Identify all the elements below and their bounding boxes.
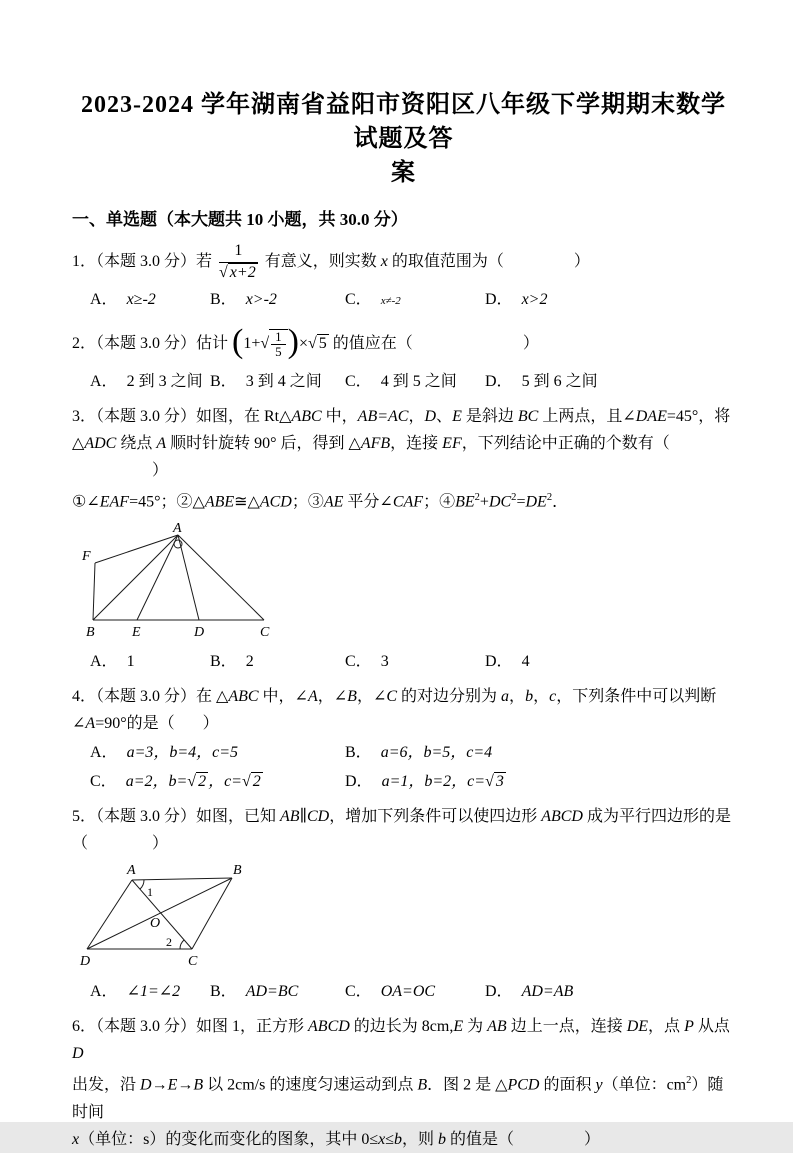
q6-text: 6．（本题 3.0 分）如图 1，正方形 bbox=[72, 1018, 309, 1036]
q1-text-pre: 1．（本题 3.0 分）若 bbox=[72, 253, 213, 270]
q4-text: ， bbox=[533, 688, 550, 706]
close-paren: ) bbox=[287, 323, 299, 360]
q1-var-x: x bbox=[380, 253, 388, 270]
fraction bbox=[219, 242, 258, 282]
option-text: a=2，b= bbox=[125, 773, 188, 791]
q4-var: c bbox=[549, 688, 557, 706]
q3-var: BC bbox=[517, 408, 539, 425]
q4-var: A bbox=[85, 715, 96, 733]
q3-text: + bbox=[479, 493, 489, 511]
option-text: 2 bbox=[245, 653, 254, 671]
q4-text: 4．（本题 3.0 分）在 △ bbox=[72, 688, 229, 706]
question-3-line-2 bbox=[72, 430, 735, 484]
radicand: 2 bbox=[198, 773, 207, 791]
q6-text: 边上一点，连接 bbox=[506, 1018, 627, 1036]
q6-var: DE bbox=[626, 1018, 649, 1036]
q4-option-a bbox=[90, 739, 345, 766]
question-4-line-2 bbox=[72, 710, 735, 737]
q5-option-b bbox=[210, 979, 345, 1005]
q1-option-d bbox=[485, 287, 735, 314]
option-text: a=1，b=2，c= bbox=[381, 773, 486, 791]
q2-option-b bbox=[210, 369, 345, 395]
q3-text: ≅△ bbox=[234, 493, 260, 511]
radicand: 3 bbox=[495, 773, 504, 791]
superscript: 2 bbox=[474, 492, 480, 503]
question-6-line-3 bbox=[72, 1126, 735, 1153]
q3-var: ABE bbox=[204, 493, 235, 511]
q3-text: 是斜边 bbox=[461, 408, 518, 425]
option-label: D． bbox=[345, 773, 373, 791]
q1-option-c bbox=[345, 287, 485, 314]
radical-sign: √ bbox=[308, 335, 317, 352]
small-fraction-numerator: 1 bbox=[271, 330, 286, 345]
open-paren: ( bbox=[232, 323, 244, 360]
parallelogram-figure-svg bbox=[72, 863, 307, 971]
q3-text: 、 bbox=[436, 408, 453, 425]
q6-text: （单位：cm bbox=[602, 1076, 687, 1094]
q6-var: x bbox=[378, 1130, 386, 1148]
q3-var: DAE bbox=[635, 408, 667, 425]
vertex-label-A: A bbox=[173, 521, 182, 537]
question-3 bbox=[72, 403, 735, 675]
radicand: 5 bbox=[318, 335, 327, 352]
q3-var: ACD bbox=[259, 493, 292, 511]
q6-var: E bbox=[453, 1018, 464, 1036]
q6-text: 的边长为 8cm, bbox=[349, 1018, 454, 1036]
segment-FA bbox=[95, 535, 178, 563]
vertex-label-F: F bbox=[82, 549, 91, 565]
option-text: 4 到 5 之间 bbox=[380, 373, 457, 390]
question-3-line-1 bbox=[72, 403, 735, 430]
q6-text: ≤ bbox=[385, 1130, 395, 1148]
diagonal-BD bbox=[87, 878, 232, 949]
q6-var: b bbox=[438, 1130, 447, 1148]
q6-text: 以 2cm/s 的速度匀速运动到点 bbox=[203, 1076, 418, 1094]
radical-sign: √ bbox=[260, 335, 270, 352]
q3-option-d bbox=[485, 649, 735, 675]
q3-var: CAF bbox=[392, 493, 424, 511]
angle-mark-1 bbox=[140, 880, 144, 889]
vertex-label-D: D bbox=[194, 625, 205, 641]
angle-label-2: 2 bbox=[166, 935, 172, 950]
triangle-figure bbox=[72, 521, 735, 646]
question-5 bbox=[72, 803, 735, 1005]
segment-AD bbox=[178, 535, 199, 620]
segment-AE bbox=[137, 535, 178, 620]
q3-var: A bbox=[156, 435, 167, 452]
q2-option-c bbox=[345, 369, 485, 395]
q4-var: ABC bbox=[228, 688, 259, 706]
q4-var: b bbox=[525, 688, 534, 706]
q6-var: y bbox=[595, 1076, 603, 1094]
option-label: B． bbox=[210, 653, 237, 671]
q6-text: ．图 2 是 △ bbox=[427, 1076, 508, 1094]
q2-one-plus: 1+ bbox=[243, 335, 261, 352]
option-label: D． bbox=[485, 983, 513, 1001]
question-4-line-1 bbox=[72, 683, 735, 710]
q6-text: 的值是（ bbox=[446, 1130, 515, 1148]
vertex-label-D: D bbox=[80, 954, 91, 970]
q6-var: b bbox=[394, 1130, 403, 1148]
q6-paren-close: ） bbox=[584, 1130, 601, 1148]
diagonal-AC bbox=[132, 880, 192, 949]
triangle-figure-svg bbox=[72, 521, 277, 641]
angle-label-1: 1 bbox=[147, 885, 153, 900]
q5-var: AB bbox=[280, 808, 300, 826]
radical-sign: √ bbox=[241, 773, 251, 791]
option-text: 3 到 4 之间 bbox=[245, 373, 322, 390]
small-fraction-denominator: 5 bbox=[275, 344, 282, 360]
q4-options-row-1 bbox=[72, 739, 735, 766]
q4-options-row-2 bbox=[72, 768, 735, 795]
question-6 bbox=[72, 1013, 735, 1152]
q3-option-c bbox=[345, 649, 485, 675]
option-text: 2 到 3 之间 bbox=[126, 373, 203, 390]
parallelogram-figure bbox=[72, 863, 735, 976]
q3-text: ，下列结论中正确的个数有（ bbox=[461, 435, 670, 452]
q6-var: P bbox=[684, 1018, 694, 1036]
q4-text: 的对边分别为 bbox=[397, 688, 502, 706]
q2-text-post: 的值应在（ bbox=[332, 335, 413, 352]
segment-AB bbox=[93, 535, 178, 620]
option-label: C． bbox=[345, 291, 372, 308]
fraction-numerator: 1 bbox=[219, 242, 258, 262]
q3-text: 绕点 bbox=[116, 435, 157, 452]
q6-text: （单位：s）的变化而变化的图象，其中 0≤ bbox=[79, 1130, 379, 1148]
option-text: 1 bbox=[126, 653, 135, 671]
radical-sign: √ bbox=[485, 773, 494, 791]
q3-text: ①∠ bbox=[72, 493, 100, 511]
option-label: A． bbox=[90, 653, 118, 671]
option-text: 5 到 6 之间 bbox=[521, 373, 598, 390]
question-6-line-2 bbox=[72, 1067, 735, 1125]
question-3-line-3 bbox=[72, 484, 735, 515]
q5-paren-close: ） bbox=[152, 835, 169, 853]
title-line-1: 2023-2024 学年湖南省益阳市资阳区八年级下学期期末数学试题及答 bbox=[81, 92, 726, 152]
option-label: A． bbox=[90, 744, 118, 762]
question-6-line-1 bbox=[72, 1013, 735, 1067]
q3-text: 平分∠ bbox=[343, 493, 393, 511]
q3-option-b bbox=[210, 649, 345, 675]
q6-var: B bbox=[417, 1076, 428, 1094]
q1-option-a bbox=[90, 287, 210, 314]
q3-text: 上两点，且∠ bbox=[538, 408, 636, 425]
q3-text: ． bbox=[552, 493, 569, 511]
option-text: x>2 bbox=[521, 291, 548, 308]
segment-AB bbox=[132, 878, 232, 880]
q2-option-d bbox=[485, 369, 735, 395]
option-text: 3 bbox=[380, 653, 389, 671]
q3-var: AB=AC bbox=[357, 408, 409, 425]
q6-var: AB bbox=[487, 1018, 507, 1036]
option-label: C． bbox=[345, 373, 372, 390]
q6-text: ，则 bbox=[402, 1130, 439, 1148]
option-label: C． bbox=[345, 653, 372, 671]
vertex-label-C: C bbox=[188, 954, 198, 970]
question-1-stem bbox=[72, 240, 735, 284]
q6-var: D→E→B bbox=[140, 1076, 204, 1094]
q6-var: D bbox=[72, 1045, 84, 1063]
q3-text: 顺时针旋转 90° 后，得到 △ bbox=[166, 435, 361, 452]
q3-text: ，连接 bbox=[390, 435, 443, 452]
q1-text-tail: 的取值范围为（ bbox=[387, 253, 504, 270]
q6-text: ，点 bbox=[648, 1018, 685, 1036]
q5-option-c bbox=[345, 979, 485, 1005]
q6-text: 从点 bbox=[693, 1018, 730, 1036]
q3-paren-close: ） bbox=[152, 462, 169, 479]
q2-options bbox=[72, 369, 735, 395]
q4-var: C bbox=[386, 688, 398, 706]
q3-text: =45°，将 bbox=[666, 408, 731, 425]
q6-var: ABCD bbox=[308, 1018, 350, 1036]
vertex-label-E: E bbox=[132, 625, 141, 641]
question-2-stem bbox=[72, 322, 735, 366]
q4-text: =90°的是（ bbox=[95, 715, 175, 733]
question-5-line-2 bbox=[72, 830, 735, 857]
q5-var: ABCD bbox=[541, 808, 583, 826]
option-text: ，c= bbox=[208, 773, 242, 791]
small-fraction bbox=[269, 329, 288, 360]
q3-var: AE bbox=[323, 493, 344, 511]
radicand: 2 bbox=[252, 773, 261, 791]
option-text: x≥-2 bbox=[126, 291, 156, 308]
option-label: D． bbox=[485, 653, 513, 671]
q3-text: = bbox=[516, 493, 526, 511]
option-text: ∠1=∠2 bbox=[126, 983, 181, 1001]
q5-text: 成为平行四边形的是 bbox=[582, 808, 731, 826]
option-text: x>-2 bbox=[245, 291, 277, 308]
option-label: A． bbox=[90, 983, 118, 1001]
option-text: a=6，b=5，c=4 bbox=[380, 744, 493, 762]
section-heading: 一、单选题（本大题共 10 小题，共 30.0 分） bbox=[72, 210, 408, 229]
page-title bbox=[72, 88, 735, 190]
q3-var: AFB bbox=[360, 435, 391, 452]
q3-var: ABC bbox=[291, 408, 322, 425]
q5-options bbox=[72, 979, 735, 1005]
q3-text: △ bbox=[72, 435, 85, 452]
q3-var: ADC bbox=[84, 435, 117, 452]
q6-text: 的面积 bbox=[539, 1076, 596, 1094]
q4-text: ，∠ bbox=[317, 688, 348, 706]
q2-option-a bbox=[90, 369, 210, 395]
q4-text: 中，∠ bbox=[258, 688, 308, 706]
vertex-label-C: C bbox=[260, 625, 270, 641]
option-text: 4 bbox=[521, 653, 530, 671]
q1-option-b bbox=[210, 287, 345, 314]
segment-DA bbox=[87, 880, 132, 949]
q3-var: BE bbox=[455, 493, 475, 511]
angle-mark-A bbox=[174, 540, 182, 548]
q5-option-d bbox=[485, 979, 735, 1005]
q4-option-d bbox=[345, 768, 735, 795]
q3-var: DE bbox=[525, 493, 547, 511]
radical-sign: √ bbox=[187, 773, 197, 791]
option-text: AD=BC bbox=[245, 983, 299, 1001]
q3-var: D bbox=[424, 408, 437, 425]
q4-var: B bbox=[347, 688, 357, 706]
q4-option-c bbox=[90, 768, 345, 795]
q4-text: ， bbox=[509, 688, 526, 706]
option-label: C． bbox=[345, 983, 372, 1001]
q3-text: 中， bbox=[321, 408, 358, 425]
question-4 bbox=[72, 683, 735, 795]
option-label: B． bbox=[210, 291, 237, 308]
option-text: x≠-2 bbox=[380, 295, 401, 307]
point-label-O: O bbox=[150, 916, 161, 932]
q6-text: 为 bbox=[463, 1018, 488, 1036]
q4-var: A bbox=[307, 688, 318, 706]
q1-text-mid: 有意义，则实数 bbox=[264, 253, 381, 270]
q3-option-a bbox=[90, 649, 210, 675]
segment-AC bbox=[178, 535, 264, 620]
q3-var: E bbox=[452, 408, 462, 425]
superscript: 2 bbox=[511, 492, 517, 503]
superscript: 2 bbox=[546, 492, 553, 503]
vertex-label-B: B bbox=[86, 625, 95, 641]
q4-option-b bbox=[345, 739, 735, 766]
q5-text: 5．（本题 3.0 分）如图，已知 bbox=[72, 808, 281, 826]
q5-var: CD bbox=[306, 808, 330, 826]
option-text: OA=OC bbox=[380, 983, 436, 1001]
times-sign: × bbox=[298, 335, 309, 352]
q6-var: PCD bbox=[507, 1076, 540, 1094]
q1-paren-close: ） bbox=[573, 253, 590, 270]
q3-var: EAF bbox=[99, 493, 130, 511]
q6-text: ）随时间 bbox=[72, 1076, 724, 1121]
option-label: C． bbox=[90, 773, 117, 791]
superscript: 2 bbox=[686, 1075, 692, 1087]
q2-paren-close: ） bbox=[522, 335, 539, 352]
title-line-2: 案 bbox=[391, 160, 416, 186]
q5-option-a bbox=[90, 979, 210, 1005]
radicand: x+2 bbox=[229, 263, 256, 281]
q5-paren-open: （ bbox=[72, 835, 89, 853]
angle-mark-2 bbox=[180, 940, 184, 949]
q3-text: ；④ bbox=[423, 493, 456, 511]
parallel-sign: ∥ bbox=[299, 808, 307, 826]
q3-var: DC bbox=[488, 493, 512, 511]
segment-BC bbox=[192, 878, 232, 949]
option-label: D． bbox=[485, 373, 513, 390]
q4-paren-close: ） bbox=[202, 715, 219, 733]
option-label: B． bbox=[210, 373, 237, 390]
option-label: A． bbox=[90, 373, 118, 390]
q6-var: x bbox=[72, 1130, 80, 1148]
question-2 bbox=[72, 322, 735, 395]
option-label: D． bbox=[485, 291, 513, 308]
q3-options bbox=[72, 649, 735, 675]
q4-var: a bbox=[501, 688, 510, 706]
q4-text: ∠ bbox=[72, 715, 86, 733]
vertex-label-A: A bbox=[127, 863, 136, 879]
q2-text-pre: 2．（本题 3.0 分）估计 bbox=[72, 335, 233, 352]
option-label: B． bbox=[345, 744, 372, 762]
option-label: B． bbox=[210, 983, 237, 1001]
vertex-label-B: B bbox=[233, 863, 242, 879]
q4-text: ，下列条件中可以判断 bbox=[556, 688, 717, 706]
q6-text: 出发，沿 bbox=[72, 1076, 141, 1094]
option-text: AD=AB bbox=[521, 983, 574, 1001]
question-5-line-1 bbox=[72, 803, 735, 830]
option-label: A． bbox=[90, 291, 118, 308]
q1-options bbox=[72, 287, 735, 314]
fraction-denominator bbox=[219, 263, 258, 282]
segment-FB bbox=[93, 563, 95, 620]
q3-text: 3．（本题 3.0 分）如图，在 Rt△ bbox=[72, 408, 292, 425]
q3-text: =45°；②△ bbox=[129, 493, 205, 511]
q3-text: ；③ bbox=[291, 493, 324, 511]
q4-text: ，∠ bbox=[356, 688, 387, 706]
q3-var: EF bbox=[442, 435, 462, 452]
radical-sign: √ bbox=[219, 263, 228, 281]
option-text: a=3，b=4，c=5 bbox=[126, 744, 239, 762]
q3-text: ， bbox=[408, 408, 425, 425]
q5-text: ，增加下列条件可以使四边形 bbox=[329, 808, 542, 826]
question-1 bbox=[72, 240, 735, 314]
